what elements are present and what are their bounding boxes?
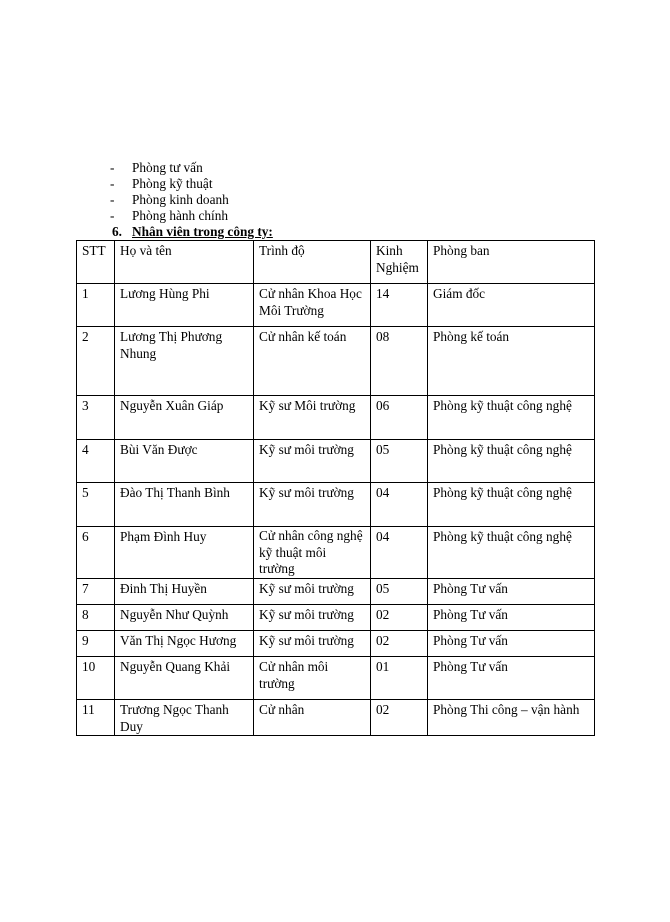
header-cell: STT bbox=[77, 241, 115, 284]
section-heading bbox=[112, 224, 273, 240]
table-row: 2 Lương Thị Phương Nhung Cử nhân kế toán 08 Phòng kế toán bbox=[77, 327, 595, 396]
list-item: - Phòng tư vấn bbox=[110, 160, 203, 175]
bullet-dash: - bbox=[110, 192, 115, 207]
list-item: - Phòng hành chính bbox=[110, 208, 229, 223]
header-cell: Trình độ bbox=[254, 241, 371, 284]
table-row: 1 Lương Hùng Phi Cử nhân Khoa Học Môi Trường 14 Giám đốc bbox=[77, 284, 595, 327]
table-row: 5 Đào Thị Thanh Bình Kỹ sư môi trường 04 Phòng kỹ thuật công nghệ bbox=[77, 483, 595, 527]
header-cell: Kinh Nghiệm bbox=[371, 241, 428, 284]
bullet-dash: - bbox=[110, 160, 115, 175]
table-row: 10 Nguyễn Quang Khải Cử nhân môi trường 01 Phòng Tư vấn bbox=[77, 657, 595, 700]
table-row: 8 Nguyễn Như Quỳnh Kỹ sư môi trường 02 Phòng Tư vấn bbox=[77, 605, 595, 631]
header-cell: Phòng ban bbox=[428, 241, 595, 284]
table-row: 6 Phạm Đình Huy Cử nhân công nghệ kỹ thuật môi trường 04 Phòng kỹ thuật công nghệ bbox=[77, 527, 595, 579]
list-item: - Phòng kinh doanh bbox=[110, 192, 229, 207]
departments-list bbox=[110, 160, 229, 224]
table-row: 11 Trương Ngọc Thanh Duy Cử nhân 02 Phòng Thi công – vận hành bbox=[77, 700, 595, 736]
table-row: 3 Nguyễn Xuân Giáp Kỹ sư Môi trường 06 Phòng kỹ thuật công nghệ bbox=[77, 396, 595, 440]
bullet-dash: - bbox=[110, 208, 115, 223]
bullet-dash: - bbox=[110, 176, 115, 191]
header-cell: Họ và tên bbox=[115, 241, 254, 284]
section-number: 6. bbox=[112, 224, 122, 239]
table-row: 4 Bùi Văn Được Kỹ sư môi trường 05 Phòng kỹ thuật công nghệ bbox=[77, 440, 595, 483]
table-row: 7 Đinh Thị Huyền Kỹ sư môi trường 05 Phòng Tư vấn bbox=[77, 579, 595, 605]
list-item: - Phòng kỹ thuật bbox=[110, 176, 213, 191]
table-row: 9 Văn Thị Ngọc Hương Kỹ sư môi trường 02 Phòng Tư vấn bbox=[77, 631, 595, 657]
employee-table bbox=[76, 240, 595, 736]
section-title: Nhân viên trong công ty: bbox=[132, 224, 273, 239]
table-header-row bbox=[77, 241, 595, 284]
